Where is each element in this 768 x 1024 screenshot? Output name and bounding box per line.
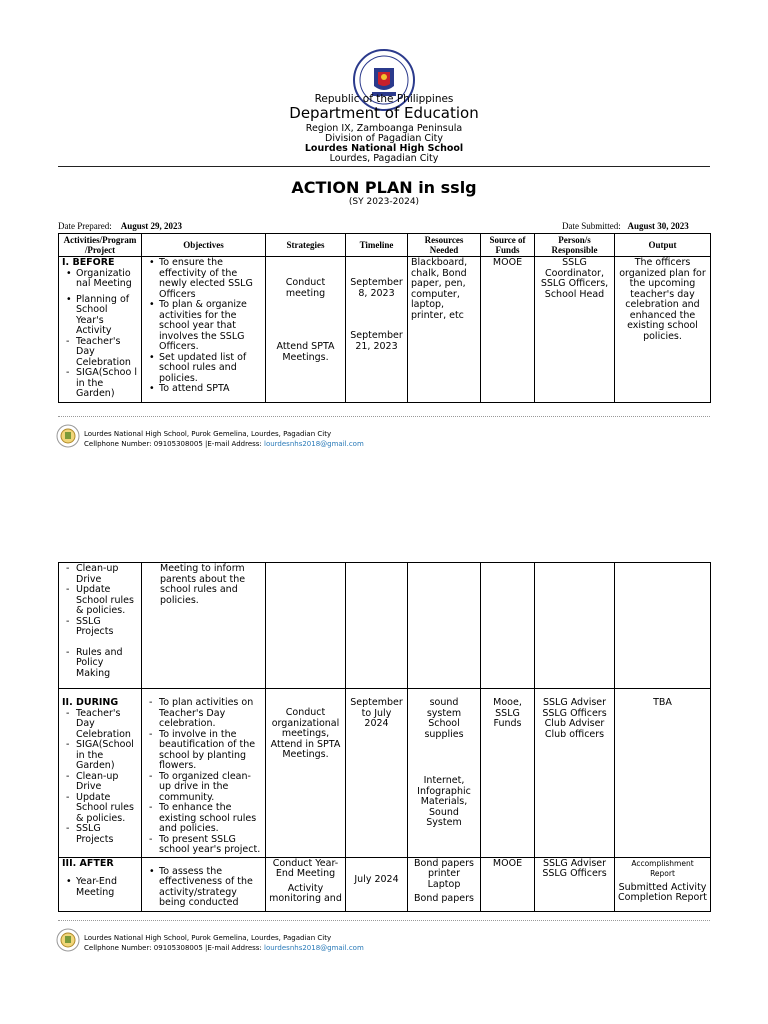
list-item: - To enhance the existing school rules and policies. — [159, 803, 262, 835]
list-item: - To plan activities on Teacher's Day celebration. — [159, 698, 262, 730]
after-persons: SSLG Adviser SSLG Officers — [535, 857, 615, 911]
date-submitted — [562, 221, 689, 231]
strategy-text: Attend SPTA Meetings. — [276, 341, 335, 363]
list-item: • To plan & organize activities for the school year that involves the SSLG Officers. — [159, 300, 262, 353]
before-cont-objectives: Meeting to inform parents about the school rules and policies. — [142, 563, 266, 689]
header-timeline: Timeline — [346, 234, 408, 257]
header-divider — [58, 166, 710, 167]
before-output: The officers organized plan for the upcoming teacher's day celebration and enhanced the existing school policies. — [615, 257, 711, 403]
resources-text: sound system School supplies — [424, 697, 464, 740]
after-activities — [59, 857, 142, 911]
date-submitted-label: Date Submitted: — [562, 221, 621, 231]
list-item: - Teacher's Day Celebration — [76, 337, 138, 369]
date-prepared-label: Date Prepared: — [58, 221, 112, 231]
persons-text: SSLG Adviser SSLG Officers Club Adviser Club officers — [542, 697, 607, 740]
division-line: Division of Pagadian City — [325, 133, 443, 144]
before-cont-activities — [59, 563, 142, 689]
section-after: III. AFTER — [62, 857, 114, 869]
school-year: (SY 2023-2024) — [348, 197, 420, 207]
list-item: - To involve in the beautification of the school by planting flowers. — [159, 730, 262, 772]
list-item: • Year-End Meeting — [76, 877, 138, 898]
strategy-text: Conduct Year-End Meeting — [272, 857, 339, 879]
section-before: I. BEFORE — [62, 257, 115, 268]
footer-email-link[interactable]: lourdesnhs2018@gmail.com — [264, 944, 364, 952]
during-funds — [481, 689, 535, 858]
date-prepared — [58, 221, 182, 231]
department-name: Department of Education — [289, 104, 479, 122]
before-objectives — [142, 257, 266, 403]
list-item: - Clean-up Drive — [76, 772, 138, 793]
list-item: • To assess the effectiveness of the activity/strategy being conducted — [159, 867, 262, 909]
output-text: Accomplishment Report — [631, 858, 694, 878]
list-item: • Planning of School Year's Activity — [76, 295, 138, 337]
before-strategies — [266, 257, 346, 403]
list-item: - Rules and Policy Making — [76, 648, 138, 680]
during-activities — [59, 689, 142, 858]
after-objectives — [142, 857, 266, 911]
during-output — [615, 689, 711, 858]
after-timeline — [346, 857, 408, 911]
after-resources — [408, 857, 481, 911]
footer-contact: Cellphone Number: 09105308005 |E-mail Address: — [84, 440, 265, 448]
school-logo — [56, 928, 80, 952]
before-persons: SSLG Coordinator, SSLG Officers, School Head — [535, 257, 615, 403]
header-persons: Person/s Responsible — [535, 234, 615, 257]
region-line: Region IX, Zamboanga Peninsula — [305, 123, 463, 134]
after-output — [615, 857, 711, 911]
header-activities: Activities/Program /Project — [59, 234, 142, 257]
timeline-text: September 8, 2023 — [350, 277, 403, 299]
output-text: TBA — [653, 697, 672, 708]
list-item: • Organizatio nal Meeting — [76, 269, 138, 290]
before-activities — [59, 257, 142, 403]
footer-divider — [58, 416, 710, 417]
table-header-row — [59, 234, 711, 257]
during-timeline — [346, 689, 408, 858]
before-resources: Blackboard, chalk, Bond paper, pen, computer, laptop, printer, etc — [408, 257, 481, 403]
header-funds: Source of Funds — [481, 234, 535, 257]
footer-contact: Cellphone Number: 09105308005 |E-mail Address: — [84, 944, 265, 952]
header-resources: Resources Needed — [408, 234, 481, 257]
list-item: - SSLG Projects — [76, 617, 138, 638]
footer-email-link[interactable]: lourdesnhs2018@gmail.com — [264, 440, 364, 448]
action-plan-table-continued — [58, 562, 711, 912]
during-objectives — [142, 689, 266, 858]
header-objectives: Objectives — [142, 234, 266, 257]
list-item: • To ensure the effectivity of the newly elected SSLG Officers — [159, 258, 262, 300]
footer-address: Lourdes National High School, Purok Gemelina, Lourdes, Pagadian City — [84, 934, 332, 942]
section-during: II. DURING — [62, 697, 119, 708]
footer-address: Lourdes National High School, Purok Gemelina, Lourdes, Pagadian City — [84, 430, 332, 438]
table-row-before-continued — [59, 563, 711, 689]
after-funds: MOOE — [481, 857, 535, 911]
resources-text: Bond papers — [414, 893, 474, 904]
during-persons — [535, 689, 615, 858]
before-timeline — [346, 257, 408, 403]
resources-text: Bond papers printer Laptop — [414, 857, 474, 890]
timeline-text: September 21, 2023 — [350, 330, 403, 352]
school-logo — [56, 424, 80, 448]
list-item: - Update School rules & policies. — [76, 585, 138, 617]
timeline-text: September to July 2024 — [350, 697, 403, 729]
funds-text: Mooe, SSLG Funds — [493, 697, 522, 729]
strategy-text: Conduct meeting — [285, 277, 326, 299]
strategy-text: Conduct organizational meetings, Attend in SPTA Meetings. — [270, 707, 341, 760]
table-row-during — [59, 689, 711, 858]
before-funds: MOOE — [481, 257, 535, 403]
action-plan-table — [58, 233, 711, 403]
timeline-text: July 2024 — [354, 873, 399, 885]
strategy-text: Activity monitoring and — [269, 882, 342, 904]
after-strategies — [266, 857, 346, 911]
list-item: - Teacher's Day Celebration — [76, 709, 138, 741]
list-item: - SSLG Projects — [76, 824, 138, 845]
table-row-after — [59, 857, 711, 911]
list-item: - Update School rules & policies. — [76, 793, 138, 825]
list-item: - SIGA(School in the Garden) — [76, 740, 138, 772]
list-item: - SIGA(Schoo l in the Garden) — [76, 368, 138, 400]
table-row-before — [59, 257, 711, 403]
during-strategies — [266, 689, 346, 858]
list-item: • To attend SPTA — [159, 384, 262, 395]
resources-text: Internet, Infographic Materials, Sound System — [417, 775, 471, 828]
date-prepared-value: August 29, 2023 — [120, 221, 182, 231]
header-output: Output — [615, 234, 711, 257]
school-name: Lourdes National High School — [304, 143, 464, 154]
footer-divider — [58, 920, 710, 921]
list-item: • Set updated list of school rules and policies. — [159, 353, 262, 385]
date-submitted-value: August 30, 2023 — [627, 221, 689, 231]
republic-line: Republic of the Philippines — [314, 93, 454, 105]
page-title: ACTION PLAN in sslg — [291, 178, 477, 197]
school-address: Lourdes, Pagadian City — [329, 153, 439, 164]
list-item: - Clean-up Drive — [76, 564, 138, 585]
during-resources — [408, 689, 481, 858]
output-text: Submitted Activity Completion Report — [618, 881, 707, 903]
list-item: - To organized clean-up drive in the community. — [159, 772, 262, 804]
header-strategies: Strategies — [266, 234, 346, 257]
list-item: - To present SSLG school year's project. — [159, 835, 262, 856]
